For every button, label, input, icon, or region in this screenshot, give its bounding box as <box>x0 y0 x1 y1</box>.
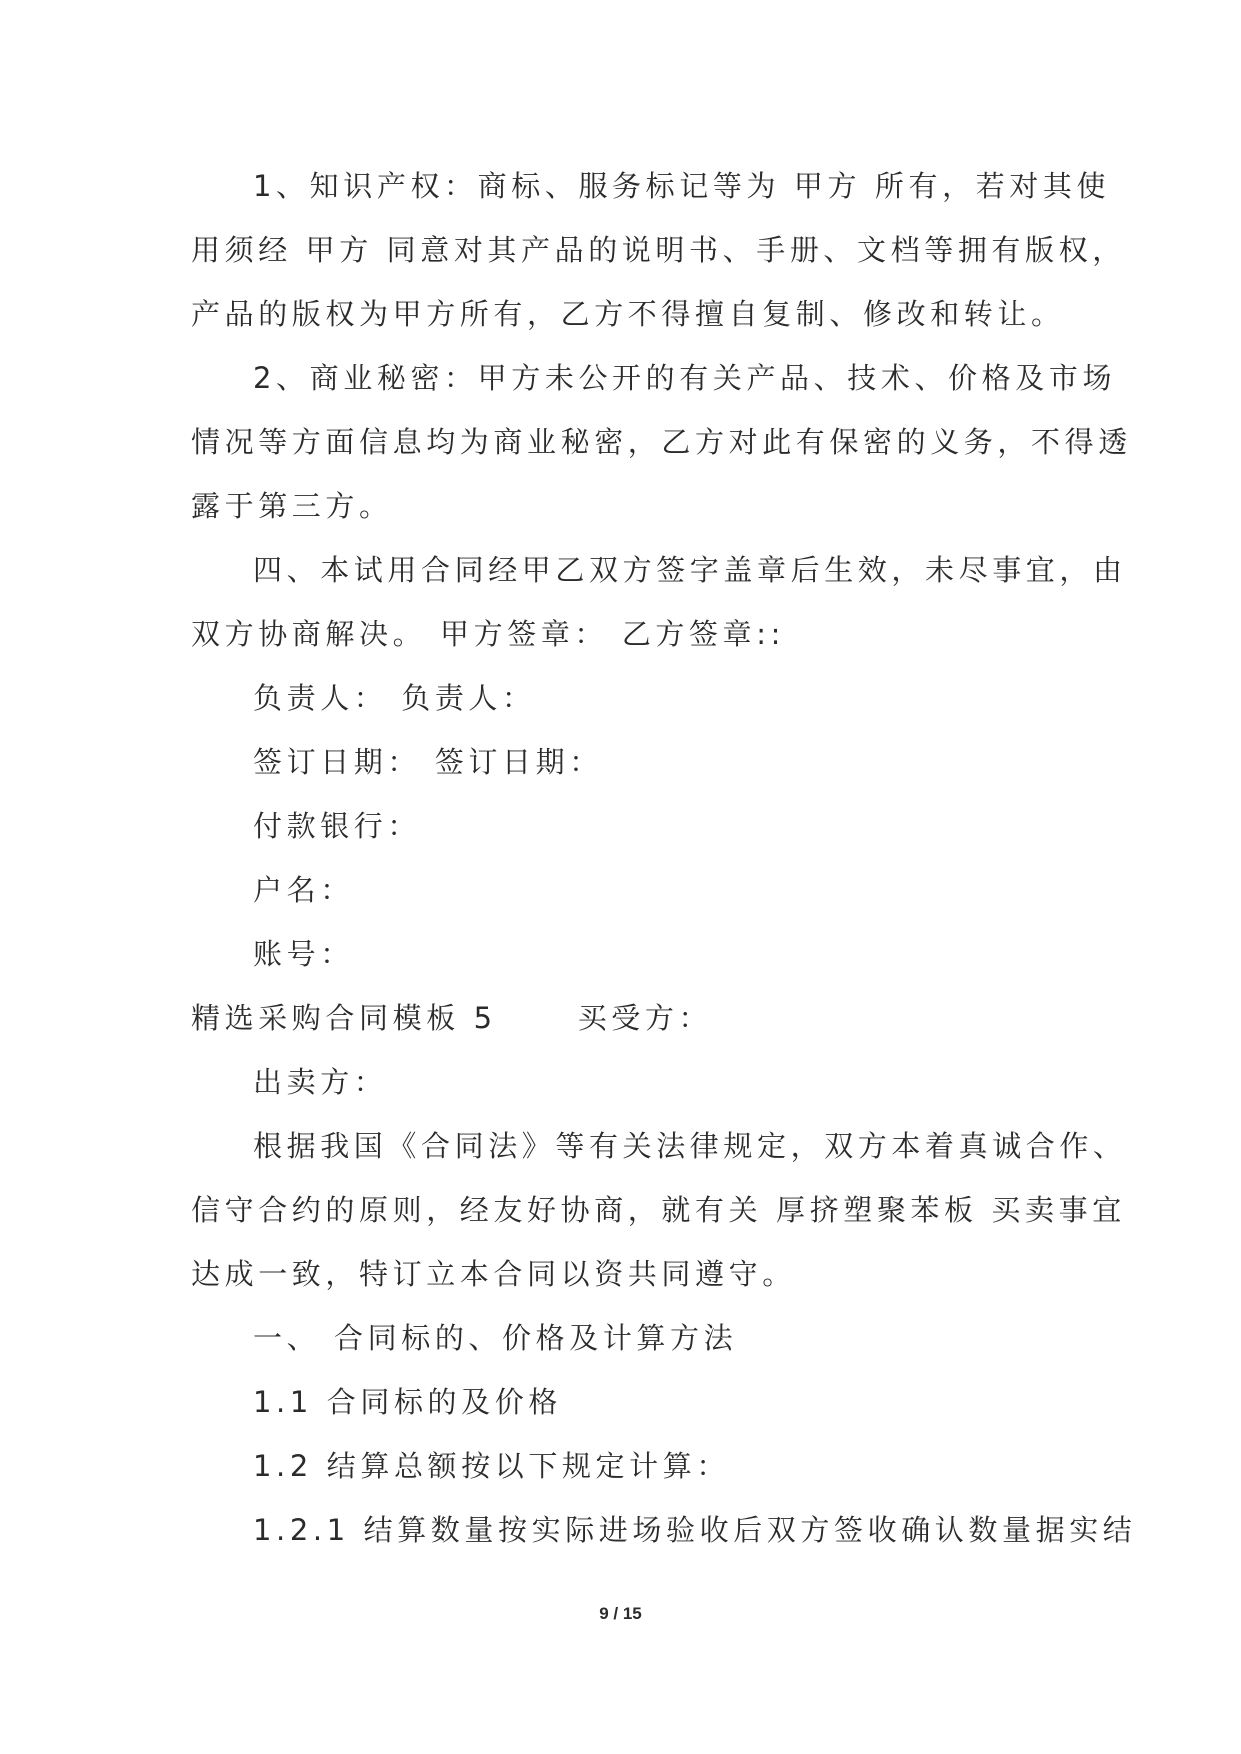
text-line: 达成一致，特订立本合同以资共同遵守。 <box>191 1257 796 1291</box>
text-line: 出卖方： <box>253 1065 388 1099</box>
page-number: 9 / 15 <box>599 1604 642 1623</box>
text-line: 根据我国《合同法》等有关法律规定，双方本着真诚合作、 <box>253 1129 1127 1163</box>
text-line: 信守合约的原则，经友好协商，就有关 厚挤塑聚苯板 买卖事宜 <box>191 1193 1126 1227</box>
text-line: 四、本试用合同经甲乙双方签字盖章后生效，未尽事宜，由 <box>253 553 1127 587</box>
text-line: 1.2.1 结算数量按实际进场验收后双方签收确认数量据实结 <box>253 1513 1137 1547</box>
text-line: 露于第三方。 <box>191 489 393 523</box>
text-line: 签订日期： 签订日期： <box>253 745 603 779</box>
text-line: 1.2 结算总额按以下规定计算： <box>253 1449 730 1483</box>
text-line: 1、知识产权：商标、服务标记等为 甲方 所有，若对其使 <box>253 169 1111 203</box>
text-line: 双方协商解决。 甲方签章： 乙方签章:: <box>191 617 785 651</box>
text-line: 付款银行： <box>253 809 422 843</box>
text-line: 2、商业秘密：甲方未公开的有关产品、技术、价格及市场 <box>253 361 1117 395</box>
text-line: 1.1 合同标的及价格 <box>253 1385 562 1419</box>
text-line: 户名： <box>253 873 354 907</box>
text-line: 用须经 甲方 同意对其产品的说明书、手册、文档等拥有版权， <box>191 233 1126 267</box>
text-line: 负责人： 负责人： <box>253 681 536 715</box>
text-line: 账号： <box>253 937 354 971</box>
section-heading: 精选采购合同模板 5 买受方： <box>191 1001 713 1035</box>
text-line: 一、 合同标的、价格及计算方法 <box>253 1321 738 1355</box>
text-line: 情况等方面信息均为商业秘密，乙方对此有保密的义务，不得透 <box>191 425 1132 459</box>
text-line: 产品的版权为甲方所有，乙方不得擅自复制、修改和转让。 <box>191 297 1065 331</box>
